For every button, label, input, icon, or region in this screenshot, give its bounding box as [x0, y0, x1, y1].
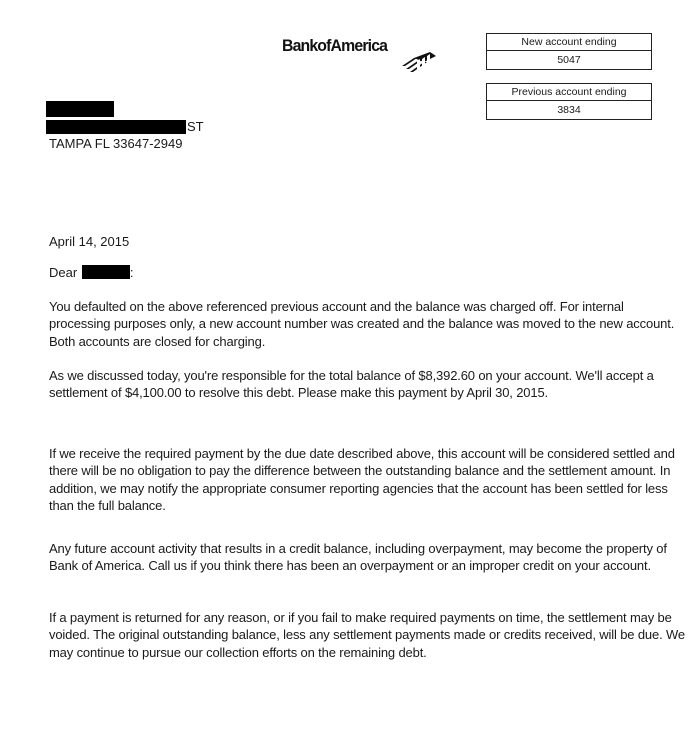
redacted-street: [46, 120, 186, 134]
paragraph-credit-balance: Any future account activity that results in a credit balance, including overpayment, may become the property of Bank of America. Call us if you think there has been an overpayment or an improper credit on your account.: [49, 541, 667, 574]
salutation-suffix: :: [129, 265, 134, 280]
new-account-label: New account ending: [487, 34, 651, 51]
paragraph-settlement-terms: If we receive the required payment by the due date described above, this account will be considered settled and there will be no obligation to pay the difference between the outstanding balance and the settlement amount. In addition, we may notify the appropriate consumer reporting agencies that the account has been settled for less than the full balance.: [49, 446, 675, 513]
previous-account-label: Previous account ending: [487, 84, 651, 101]
letter-date: April 14, 2015: [49, 234, 130, 249]
address-city-line: TAMPA FL 33647-2949: [49, 136, 183, 151]
salutation: [49, 264, 689, 281]
salutation-prefix: Dear: [49, 265, 78, 280]
address-street-suffix: ST: [187, 119, 204, 134]
new-account-box: [486, 33, 652, 70]
previous-account-value: 3834: [557, 104, 581, 116]
new-account-value: 5047: [557, 54, 581, 66]
paragraph-default-notice: You defaulted on the above referenced previous account and the balance was charged off. For internal processing purposes only, a new account number was created and the balance was moved to the new account. Both accounts are closed for charging.: [49, 299, 675, 349]
redacted-name: [46, 101, 114, 117]
previous-account-box: [486, 83, 652, 120]
paragraph-returned-payment: If a payment is returned for any reason, or if you fail to make required payments on time, the settlement may be voided. The original outstanding balance, less any settlement payments made or credits received, will be due. We may continue to pursue our collection efforts on the remaining debt.: [49, 610, 685, 660]
redacted-recipient-name: [82, 265, 130, 279]
bank-logo: [282, 36, 452, 72]
brand-name: BankofAmerica: [282, 36, 388, 55]
bank-of-america-flag-icon: [400, 50, 438, 72]
paragraph-settlement-offer: As we discussed today, you're responsible for the total balance of $8,392.60 on your account. We'll accept a settlement of $4,100.00 to resolve this debt. Please make this payment by April 30, 2015.: [49, 368, 654, 401]
